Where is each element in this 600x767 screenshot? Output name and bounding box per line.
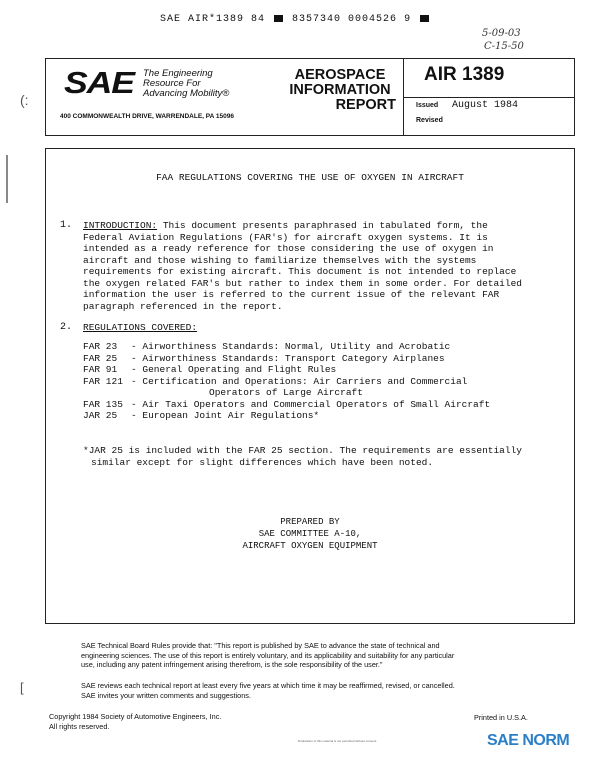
fine-print: Duplication of this material is not permitted without consent. [298, 739, 378, 743]
introduction-paragraph: INTRODUCTION: This document presents paraphrased in tabulated form, the Federal Aviation Regulations (FAR's) for aircraft oxygen systems. It is intended as a ready reference for those considering the use of oxygen in aircraft and those wishing to familiarize themselves with the systems requirements for existing aircraft. This document is not intended to replace the oxygen related FAR's but rather to index them in some order. For detailed information the user is referred to the current issue of the relevant FAR paragraph referenced in the report. [83, 220, 522, 312]
list-item: JAR 25 - European Joint Air Regulations* [83, 410, 320, 421]
list-item: FAR 121 - Certification and Operations: Air Carriers and Commercial [83, 375, 468, 387]
section-heading: REGULATIONS COVERED: [83, 322, 198, 333]
handwritten-note: C-15-50 [484, 41, 524, 52]
report-body [45, 148, 575, 624]
scan-mark: [ [20, 680, 24, 695]
review-notice: SAE reviews each technical report at least every five years at which time it may be reaffirmed, revised, or cancelled. SAE invites your written comments and suggestions. [81, 681, 455, 700]
report-title: FAA REGULATIONS COVERING THE USE OF OXYGEN IN AIRCRAFT [156, 172, 464, 183]
printed-in: Printed in U.S.A. [474, 713, 528, 722]
list-item: FAR 91 - General Operating and Flight Rules [83, 364, 337, 375]
handwritten-note: 5-09-03 [482, 28, 521, 39]
sae-norm-watermark: SAE NORM [487, 732, 570, 749]
copyright: Copyright 1984 Society of Automotive Engineers, Inc. All rights reserved. [49, 712, 222, 731]
document-serial: 8357340 0004526 9 [292, 14, 412, 25]
document-number: AIR 1389 [424, 64, 505, 85]
issued-label: Issued [416, 102, 439, 109]
issued-date: August 1984 [452, 100, 519, 111]
publisher-address: 400 COMMONWEALTH DRIVE, WARRENDALE, PA 15096 [60, 113, 234, 120]
list-item-continuation: Operators of Large Aircraft [209, 387, 363, 398]
scan-mark [6, 155, 8, 203]
regulations-list [83, 341, 490, 422]
revised-label: Revised [416, 117, 443, 124]
list-item: FAR 25 - Airworthiness Standards: Transport Category Airplanes [83, 352, 445, 364]
barcode-block [274, 15, 283, 22]
tagline: The Engineering Resource For Advancing Mobility® [143, 68, 230, 99]
list-item: FAR 135 - Air Taxi Operators and Commercial Operators of Small Aircraft [83, 398, 491, 410]
section-number: 1. [60, 220, 73, 231]
document-header [45, 58, 575, 136]
board-rules-notice: SAE Technical Board Rules provide that: "This report is published by SAE to advance the state of technical and engineering sciences. The use of this report is entirely voluntary, and its applicability and suitability for any particular use, including any patent infringement arising therefrom, is the sole responsibility of the user." [81, 641, 455, 669]
document-code: SAE AIR*1389 84 [160, 14, 266, 25]
sae-logo: SAE [64, 65, 134, 100]
publisher-block [46, 59, 401, 135]
list-item: FAR 23 - Airworthiness Standards: Normal, Utility and Acrobatic [83, 341, 451, 352]
barcode-block [420, 15, 429, 22]
prepared-by-block: PREPARED BY SAE COMMITTEE A-10, AIRCRAFT OXYGEN EQUIPMENT [242, 517, 378, 551]
scan-mark: (: [20, 92, 29, 108]
section-number: 2. [60, 322, 73, 333]
document-id-block [403, 59, 575, 135]
document-code-line [160, 14, 431, 25]
jar-footnote: *JAR 25 is included with the FAR 25 section. The requirements are essentially similar except for slight differences which have been noted. [83, 445, 522, 468]
document-type: AEROSPACE INFORMATION REPORT [289, 67, 396, 113]
section-heading: INTRODUCTION: [83, 220, 158, 231]
divider [404, 97, 575, 98]
